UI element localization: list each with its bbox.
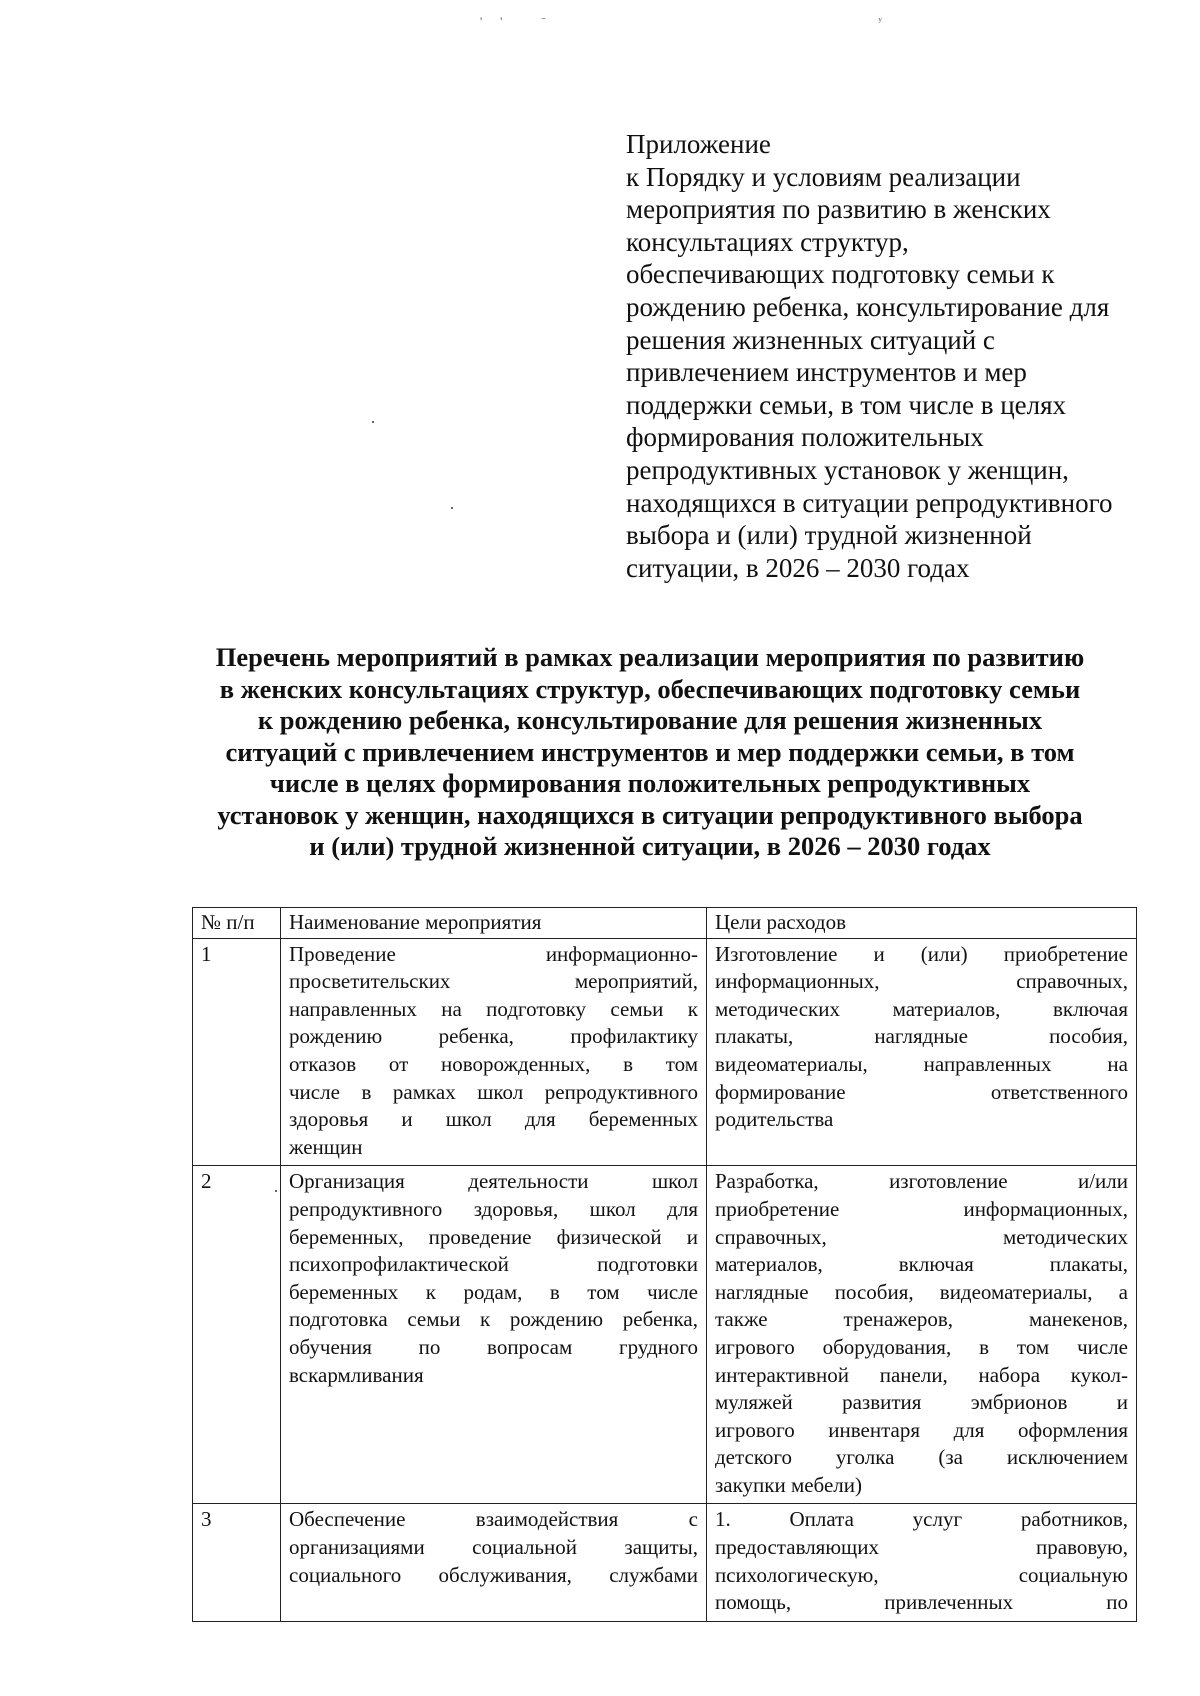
cell-line: плакаты, наглядные пособия, [715,1024,1128,1049]
cell-line: информационных, справочных, [715,969,1128,994]
appendix-line: привлечением инструментов и мер [626,357,1027,388]
row-number: 3 [193,1504,281,1621]
title-line: ситуаций с привлечением инструментов и мер поддержки семьи, в том [225,736,1075,767]
row-number: 1 [193,938,281,1166]
appendix-line: решения жизненных ситуаций с [626,324,995,355]
cell-line: просветительских мероприятий, [289,969,698,994]
cell-line: женщин [289,1134,363,1159]
appendix-line: к Порядку и условиям реализации [626,161,1021,192]
appendix-line: поддержки семьи, в том числе в целях [626,389,1067,420]
cell-line: беременных, проведение физической и [289,1224,698,1249]
cell-line: формирование ответственного [715,1079,1128,1104]
header-expense-goals: Цели расходов [707,908,1137,939]
title-line: и (или) трудной жизненной ситуации, в 2026 – 2030 годах [309,831,991,861]
scan-speck [372,421,374,423]
title-line: Перечень мероприятий в рамках реализации мероприятия по развитию [215,642,1085,672]
table-header-row [193,908,1137,939]
cell-line: здоровья и школ для беременных [289,1107,698,1132]
cell-line: родительства [715,1107,834,1132]
table-row [193,1166,1137,1504]
appendix-heading [626,128,1146,584]
appendix-line: Приложение [626,129,771,159]
cell-line: материалов, включая плакаты, [715,1252,1128,1277]
cell-line: отказов от новорожденных, в том [289,1051,698,1076]
cell-line: муляжей развития эмбрионов и [715,1390,1128,1415]
cell-line: вскармливания [289,1362,424,1387]
cell-line: методических материалов, включая [715,996,1128,1021]
document-title [150,642,1150,863]
cell-line: приобретение информационных, [715,1196,1128,1221]
appendix-line: репродуктивных установок у женщин, [626,454,1069,485]
table-row [193,1504,1137,1621]
title-line: в женских консультациях структур, обеспечивающих подготовку семьи [219,673,1081,704]
cell-line: Разработка, изготовление и/или [715,1169,1128,1194]
appendix-line: рождению ребенка, консультирование для [626,291,1110,322]
cell-line: закупки мебели) [715,1472,862,1497]
cell-line: также тренажеров, манекенов, [715,1307,1128,1332]
cell-line: психологическую, социальную [715,1562,1128,1587]
cell-line: направленных на подготовку семьи к [289,996,698,1021]
cell-line: организациями социальной защиты, [289,1535,698,1560]
appendix-line: ситуации, в 2026 – 2030 годах [626,552,970,583]
cell-line: числе в рамках школ репродуктивного [289,1079,698,1104]
cell-line: предоставляющих правовую, [715,1535,1128,1560]
appendix-line: консультациях структур, [626,226,909,257]
cell-line: психопрофилактической подготовки [289,1252,698,1277]
cell-line: Проведение информационно- [289,941,698,966]
cell-line: Обеспечение взаимодействия с [289,1507,698,1532]
expense-goals-cell [707,1166,1137,1504]
appendix-line: формирования положительных [626,422,984,453]
cell-line: интерактивной панели, набора кукол- [715,1362,1128,1387]
cell-line: обучения по вопросам грудного [289,1334,698,1359]
row-number: 2 [193,1166,281,1504]
cell-line: подготовка семьи к рождению ребенка, [289,1307,698,1332]
cell-line: игрового оборудования, в том числе [715,1334,1128,1359]
page-bottom-edge [0,1666,1200,1696]
cell-line: социального обслуживания, службами [289,1562,698,1587]
cell-line: 1. Оплата услуг работников, [715,1507,1128,1532]
appendix-line: обеспечивающих подготовку семьи к [626,259,1055,290]
title-line: установок у женщин, находящихся в ситуации репродуктивного выбора [217,799,1083,830]
appendix-line: выбора и (или) трудной жизненной [626,520,1032,551]
scan-speck [451,507,453,509]
appendix-line: мероприятия по развитию в женских [626,194,1051,225]
measure-name-cell [281,1504,707,1621]
cell-line: наглядные пособия, видеоматериалы, а [715,1279,1128,1304]
cell-line: Изготовление и (или) приобретение [715,941,1128,966]
expense-goals-cell [707,938,1137,1166]
cell-line: рождению ребенка, профилактику [289,1024,698,1049]
header-number: № п/п [193,908,281,939]
cell-line: беременных к родам, в том числе [289,1279,698,1304]
title-line: к рождению ребенка, консультирование для решения жизненных [257,705,1043,735]
header-measure-name: Наименование мероприятия [281,908,707,939]
measures-table [192,907,1137,1622]
cell-line: справочных, методических [715,1224,1128,1249]
cell-line: помощь, привлеченных по [715,1590,1128,1615]
measure-name-cell [281,1166,707,1504]
table-row [193,938,1137,1166]
scan-artifacts: '' ˉ ʸ [480,14,900,28]
appendix-line: находящихся в ситуации репродуктивного [626,487,1113,518]
cell-line: Организация деятельности школ [289,1169,698,1194]
measure-name-cell [281,938,707,1166]
cell-line: игрового инвентаря для оформления [715,1417,1128,1442]
cell-line: видеоматериалы, направленных на [715,1051,1128,1076]
cell-line: репродуктивного здоровья, школ для [289,1196,698,1221]
title-line: числе в целях формирования положительных репродуктивных [269,768,1031,798]
expense-goals-cell [707,1504,1137,1621]
cell-line: детского уголка (за исключением [715,1445,1128,1470]
